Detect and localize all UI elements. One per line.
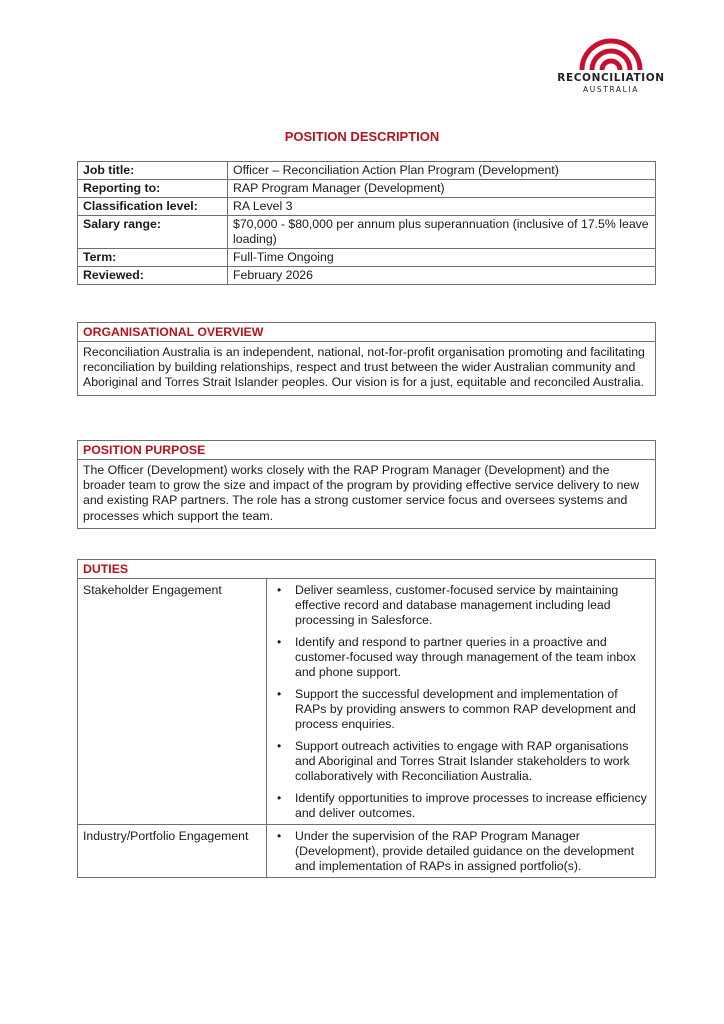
detail-value: Officer – Reconciliation Action Plan Program (Development) [228,162,656,180]
section-body: Reconciliation Australia is an independent, national, not-for-profit organisation promoting and facilitating reconciliation by building relationships, respect and trust between the wider Australian community and Aboriginal and Torres Strait Islander peoples. Our vision is for a just, equitable and reconciled Australia. [78,342,656,396]
logo-sub-text: AUSTRALIA [583,85,639,94]
detail-value: Full-Time Ongoing [228,249,656,267]
duty-text: Support outreach activities to engage with RAP organisations and Aboriginal and Torres Strait Islander stakeholders to work collaboratively with Reconciliation Australia. [295,739,630,783]
table-row [78,198,656,216]
detail-value: RAP Program Manager (Development) [228,180,656,198]
organisational-overview-section [77,322,656,396]
table-row [78,216,656,249]
list-item [277,583,647,628]
detail-label: Term: [78,249,228,267]
section-heading: POSITION PURPOSE [78,441,656,460]
detail-label: Reporting to: [78,180,228,198]
list-item [277,791,647,821]
bullet-icon: • [277,829,282,843]
list-item [277,739,647,784]
bullet-icon: • [277,791,282,805]
section-heading: ORGANISATIONAL OVERVIEW [78,323,656,342]
table-row [78,267,656,285]
list-item [277,829,647,874]
list-item [277,635,647,680]
table-row [78,180,656,198]
position-details-table [77,161,656,285]
detail-label: Reviewed: [78,267,228,285]
detail-value: February 2026 [228,267,656,285]
duty-list [277,583,647,821]
detail-value: RA Level 3 [228,198,656,216]
duty-text: Support the successful development and implementation of RAPs by providing answers to common RAP development and process enquiries. [295,687,636,731]
position-purpose-section [77,440,656,529]
detail-label: Job title: [78,162,228,180]
duty-group [78,825,656,878]
bullet-icon: • [277,687,282,701]
duty-text: Identify and respond to partner queries in a proactive and customer-focused way through management of the team inbox and phone support. [295,635,637,679]
duty-category: Stakeholder Engagement [78,579,267,825]
duty-category: Industry/Portfolio Engagement [78,825,267,878]
section-body: The Officer (Development) works closely with the RAP Program Manager (Development) and the broader team to grow the size and impact of the program by providing effective service delivery to new and existing RAP partners. The role has a strong customer service focus and oversees systems and processes which support the team. [78,460,656,529]
bullet-icon: • [277,739,282,753]
list-item [277,687,647,732]
duty-list [277,829,647,874]
detail-value: $70,000 - $80,000 per annum plus superannuation (inclusive of 17.5% leave loading) [228,216,656,249]
section-heading: DUTIES [78,560,656,579]
document-title: POSITION DESCRIPTION [284,129,440,144]
duty-text: Identify opportunities to improve processes to increase efficiency and deliver outcomes. [295,791,647,820]
reconciliation-australia-logo [556,32,666,102]
table-row [78,162,656,180]
bullet-icon: • [277,635,282,649]
arches-logo-icon [578,32,644,70]
detail-label: Classification level: [78,198,228,216]
logo-brand-text: RECONCILIATION [557,72,665,84]
detail-label: Salary range: [78,216,228,249]
bullet-icon: • [277,583,282,597]
table-row [78,249,656,267]
duty-group [78,579,656,825]
duty-text: Deliver seamless, customer-focused service by maintaining effective record and database management including lead processing in Salesforce. [295,583,619,627]
duty-text: Under the supervision of the RAP Program Manager (Development), provide detailed guidance on the development and implementation of RAPs in assigned portfolio(s). [295,829,635,873]
duties-section [77,559,656,878]
